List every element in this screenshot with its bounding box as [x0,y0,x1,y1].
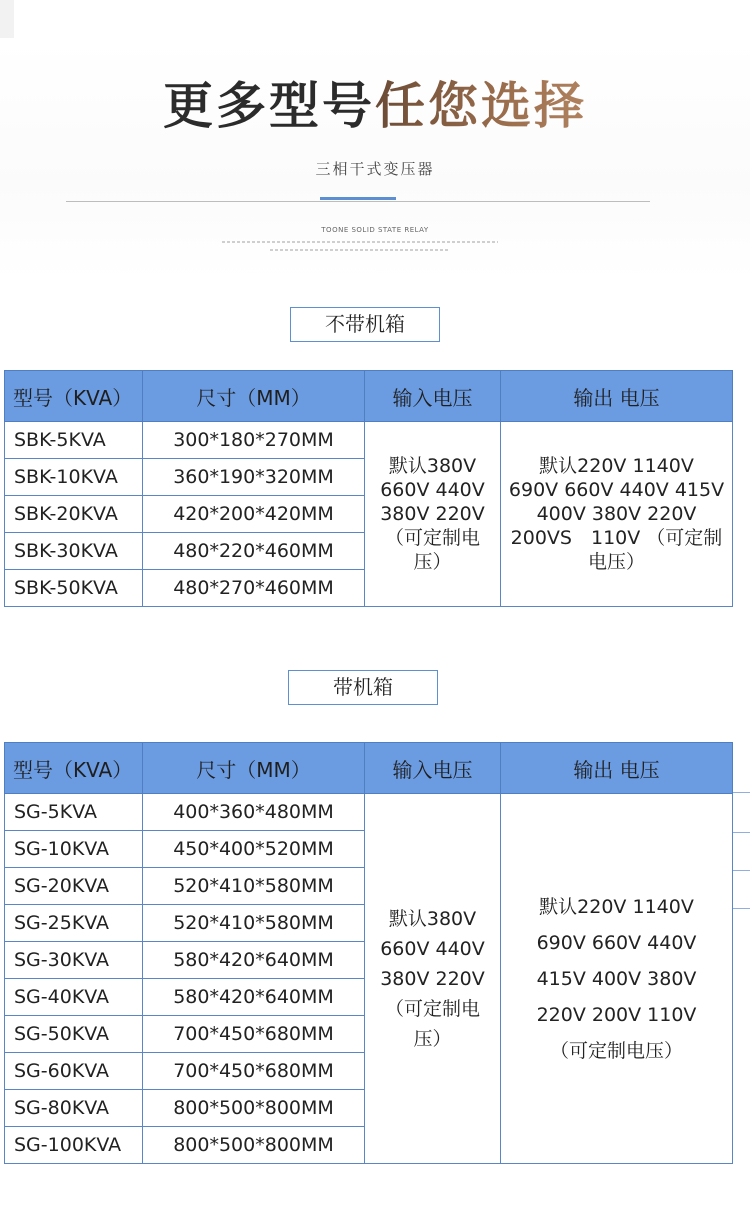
model-cell: SBK-20KVA [5,496,143,533]
voltage-line: （可定制电压） [549,1039,683,1062]
header-accent-bar [320,197,396,200]
voltage-line: 默认380V [388,455,477,477]
voltage-line: 415V 400V 380V [536,967,697,990]
model-cell: SG-20KVA [5,868,143,905]
header-model: 型号（KVA） [5,371,143,422]
page-title-part-dark: 更多型号 [163,77,375,135]
size-cell: 420*200*420MM [143,496,365,533]
input-voltage-cell [365,794,501,1164]
edge-tick-mark [733,792,750,793]
voltage-line: 660V 440V [380,937,485,960]
voltage-line: 400V 380V 220V [536,503,697,525]
voltage-line: 380V 220V [380,503,485,525]
size-cell: 580*420*640MM [143,942,365,979]
header-input-voltage: 输入电压 [365,371,501,422]
voltage-line: （可定制电 [384,527,480,549]
header-output-voltage: 输出 电压 [501,743,733,794]
table-header-row [5,371,733,422]
model-cell: SG-30KVA [5,942,143,979]
voltage-line: 默认380V [388,907,477,930]
model-cell: SG-50KVA [5,1016,143,1053]
model-cell: SG-40KVA [5,979,143,1016]
edge-tick-mark [733,908,750,909]
model-cell: SG-80KVA [5,1090,143,1127]
table-row [5,794,733,831]
model-cell: SG-25KVA [5,905,143,942]
decorative-fine-print-line [270,249,450,251]
model-cell: SBK-5KVA [5,422,143,459]
size-cell: 480*270*460MM [143,570,365,607]
model-cell: SG-100KVA [5,1127,143,1164]
input-voltage-cell [365,422,501,607]
voltage-line: 200VS 110V （可定制 [510,527,723,549]
brand-tagline: TOONE SOLID STATE RELAY [321,226,429,234]
voltage-line: 690V 660V 440V [536,931,697,954]
voltage-line: 压） [413,551,452,573]
size-cell: 360*190*320MM [143,459,365,496]
size-cell: 520*410*580MM [143,905,365,942]
voltage-line: （可定制电 [384,997,480,1020]
section-label-with-case: 带机箱 [288,670,438,705]
voltage-line: 默认220V 1140V [539,455,694,477]
edge-tick-mark [733,832,750,833]
voltage-line: 660V 440V [380,479,485,501]
header-output-voltage: 输出 电压 [501,371,733,422]
header-size: 尺寸（MM） [143,371,365,422]
size-cell: 800*500*800MM [143,1127,365,1164]
corner-decoration [0,0,14,38]
voltage-line: 220V 200V 110V [536,1003,697,1026]
size-cell: 480*220*460MM [143,533,365,570]
size-cell: 700*450*680MM [143,1016,365,1053]
model-cell: SG-10KVA [5,831,143,868]
output-voltage-cell [501,794,733,1164]
model-cell: SBK-30KVA [5,533,143,570]
edge-tick-mark [733,870,750,871]
size-cell: 520*410*580MM [143,868,365,905]
section-label-without-case: 不带机箱 [290,307,440,342]
voltage-line: 380V 220V [380,967,485,990]
decorative-fine-print-line [222,241,498,243]
size-cell: 580*420*640MM [143,979,365,1016]
model-cell: SBK-50KVA [5,570,143,607]
model-cell: SG-60KVA [5,1053,143,1090]
spec-table-without-case [4,370,733,607]
voltage-line: 690V 660V 440V 415V [508,479,725,501]
page-title [0,70,750,142]
size-cell: 300*180*270MM [143,422,365,459]
header-size: 尺寸（MM） [143,743,365,794]
header-divider [66,201,650,202]
size-cell: 400*360*480MM [143,794,365,831]
header-input-voltage: 输入电压 [365,743,501,794]
output-voltage-cell [501,422,733,607]
header-model: 型号（KVA） [5,743,143,794]
voltage-line: 默认220V 1140V [539,895,694,918]
page-title-part-brown: 任您选择 [375,77,587,135]
table-row [5,422,733,459]
size-cell: 450*400*520MM [143,831,365,868]
model-cell: SBK-10KVA [5,459,143,496]
spec-table-with-case [4,742,733,1164]
page-subtitle: 三相干式变压器 [315,160,435,178]
table-header-row [5,743,733,794]
model-cell: SG-5KVA [5,794,143,831]
voltage-line: 压） [413,1027,452,1050]
voltage-line: 电压） [587,551,645,573]
size-cell: 800*500*800MM [143,1090,365,1127]
size-cell: 700*450*680MM [143,1053,365,1090]
